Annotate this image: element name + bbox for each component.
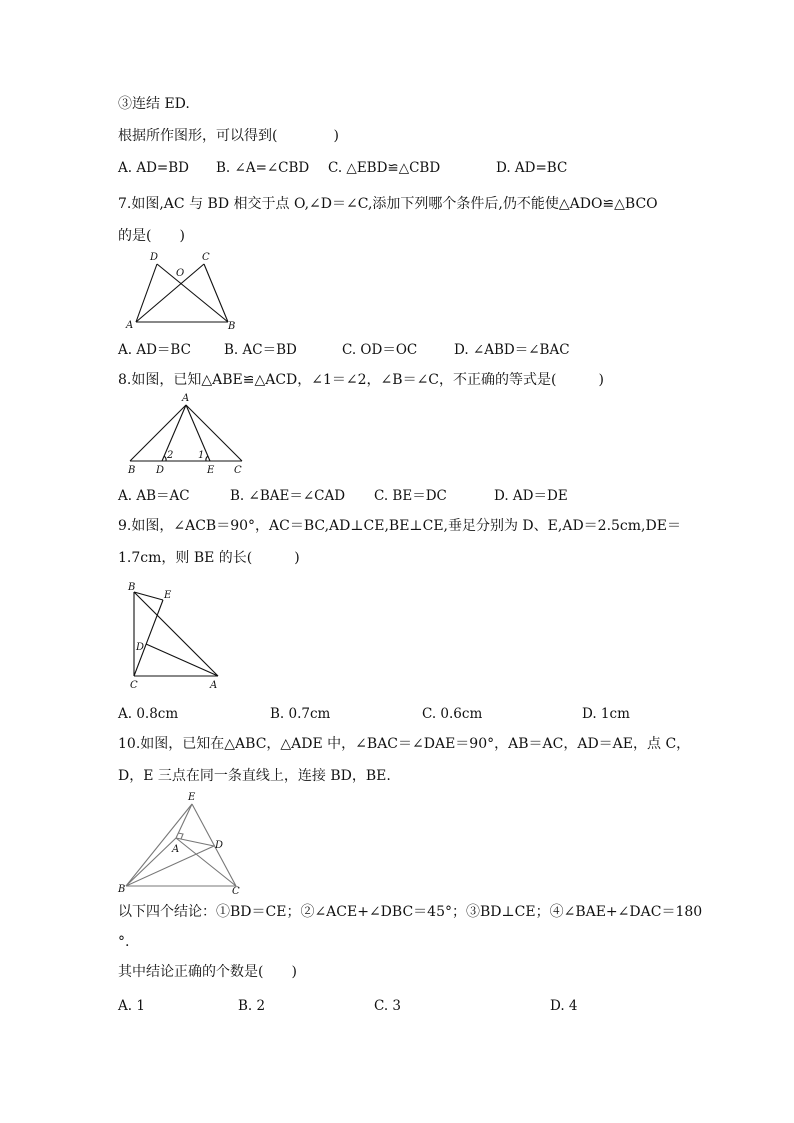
q7-label-c: C (202, 252, 210, 263)
q10-segment-bd (126, 846, 214, 886)
q7-option-c[interactable]: C. OD＝OC (342, 342, 418, 358)
q9-figure (118, 578, 228, 692)
q9-option-c[interactable]: C. 0.6cm (422, 706, 483, 722)
q9-text-line2: 1.7cm，则 BE 的长( ) (118, 550, 300, 566)
q6-option-c[interactable]: C. △EBD≌△CBD (328, 160, 441, 176)
q7-segment-db (157, 264, 228, 322)
q6-prompt: 根据所作图形，可以得到( ) (118, 128, 339, 144)
q8-options (118, 486, 678, 506)
q10-label-b: B (118, 884, 126, 895)
q8-label-e: E (207, 465, 215, 476)
q8-angle-1-arc (206, 456, 208, 461)
q10-segment-ec (192, 804, 236, 886)
q9-option-a[interactable]: A. 0.8cm (118, 706, 179, 722)
q7-label-d: D (150, 252, 159, 263)
q10-label-e: E (188, 792, 196, 803)
q8-segment-ab (130, 405, 186, 461)
q8-figure (118, 393, 248, 475)
q9-segment-ba (134, 592, 218, 676)
step3-text: ③连结 ED. (118, 96, 190, 112)
q6-option-d[interactable]: D. AD=BC (496, 160, 568, 176)
q10-option-b[interactable]: B. 2 (238, 998, 266, 1014)
q9-label-c: C (130, 680, 138, 691)
q10-label-d: D (215, 840, 224, 851)
q9-segment-ad (146, 644, 218, 676)
q10-conclusions-end: °. (118, 934, 130, 950)
q8-option-a[interactable]: A. AB＝AC (118, 488, 190, 504)
q8-text-line1: 8.如图，已知△ABE≌△ACD，∠1＝∠2，∠B＝∠C，不正确的等式是( ) (118, 372, 604, 388)
q8-label-c: C (234, 465, 242, 476)
q9-option-d[interactable]: D. 1cm (582, 706, 630, 722)
q8-option-d[interactable]: D. AD＝DE (494, 488, 568, 504)
q6-options (118, 158, 678, 178)
q10-segment-ac (176, 838, 236, 886)
q10-segment-be (126, 804, 192, 886)
q9-label-e: E (164, 590, 172, 601)
q10-prompt: 其中结论正确的个数是( ) (118, 964, 297, 980)
q7-option-d[interactable]: D. ∠ABD＝∠BAC (454, 342, 570, 358)
q7-text-line1: 7.如图,AC 与 BD 相交于点 O,∠D＝∠C,添加下列哪个条件后,仍不能使△ADO≌△BCO (118, 196, 658, 212)
q10-segment-ba (126, 838, 176, 886)
q8-label-b: B (128, 465, 136, 476)
q10-options (118, 996, 678, 1016)
q9-text-line1: 9.如图，∠ACB＝90°，AC＝BC,AD⊥CE,BE⊥CE,垂足分别为 D、E,AD＝2.5cm,DE＝ (118, 518, 681, 534)
q7-text-line2: 的是( ) (118, 228, 185, 244)
q10-conclusions: 以下四个结论：①BD＝CE；②∠ACE+∠DBC＝45°；③BD⊥CE；④∠BAE+∠DAC＝180 (118, 904, 703, 920)
q10-label-c: C (232, 886, 240, 897)
q7-options (118, 340, 678, 360)
q7-figure (118, 248, 248, 332)
q9-label-d: D (136, 642, 145, 653)
q10-label-a: A (172, 844, 180, 855)
q10-option-d[interactable]: D. 4 (550, 998, 578, 1014)
q8-label-a: A (182, 393, 190, 404)
q10-text-line2: D，E 三点在同一条直线上，连接 BD，BE. (118, 768, 391, 784)
q10-text-line1: 10.如图，已知在△ABC，△ADE 中，∠BAC＝∠DAE＝90°，AB＝AC，AD＝AE，点 C， (118, 736, 691, 752)
q7-label-b: B (228, 321, 236, 332)
q10-option-c[interactable]: C. 3 (374, 998, 402, 1014)
q9-option-b[interactable]: B. 0.7cm (270, 706, 331, 722)
q7-label-a: A (126, 320, 134, 331)
q10-option-a[interactable]: A. 1 (118, 998, 145, 1014)
q8-label-d: D (156, 465, 165, 476)
q10-figure (118, 790, 248, 896)
q8-segment-ac (186, 405, 242, 461)
q9-label-b: B (128, 582, 136, 593)
q6-option-a[interactable]: A. AD=BD (118, 160, 189, 176)
q8-label-angle-2: 2 (167, 450, 174, 461)
q8-option-b[interactable]: B. ∠BAE＝∠CAD (230, 488, 346, 504)
q9-options (118, 704, 678, 724)
q9-label-a: A (210, 680, 218, 691)
q8-label-angle-1: 1 (198, 450, 205, 461)
q9-segment-ce (134, 600, 163, 676)
q6-option-b[interactable]: B. ∠A=∠CBD (216, 160, 310, 176)
q7-option-a[interactable]: A. AD＝BC (118, 342, 191, 358)
q7-option-b[interactable]: B. AC＝BD (224, 342, 297, 358)
q8-segment-ad (162, 405, 186, 461)
q8-option-c[interactable]: C. BE＝DC (374, 488, 447, 504)
q7-label-o: O (176, 268, 185, 279)
q8-angle-2-arc (164, 456, 166, 461)
q7-segment-cb (204, 264, 228, 322)
